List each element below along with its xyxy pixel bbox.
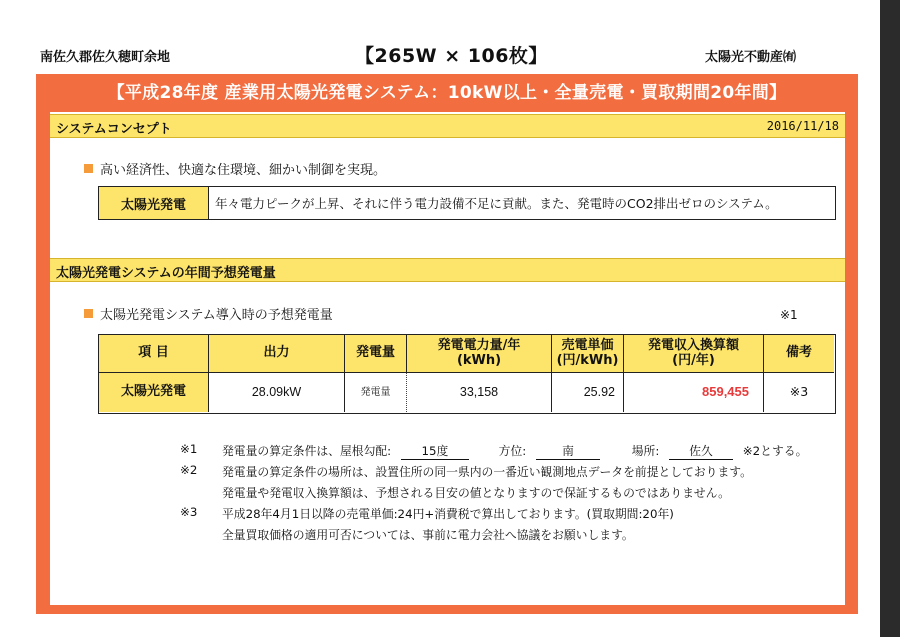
slope-value: 15度 xyxy=(401,442,469,460)
direction-value: 南 xyxy=(536,442,600,460)
section-title-annual: 太陽光発電システムの年間予想発電量 xyxy=(56,266,276,281)
banner-title: 【平成28年度 産業用太陽光発電システム：10kW以上・全量売電・買取期間20年間】 xyxy=(107,83,787,103)
footnote-body: 全量買取価格の適用可否については、事前に電力会社へ協議をお願いします。 xyxy=(222,528,634,542)
header-annual-kwh xyxy=(407,335,552,372)
square-bullet-icon xyxy=(84,309,93,318)
section-bar-concept xyxy=(50,114,845,138)
header-unit: (円/kWh) xyxy=(556,352,619,368)
footnote-mark: ※1 xyxy=(180,442,198,456)
generation-table xyxy=(98,334,836,414)
cell-item: 太陽光発電 xyxy=(99,373,209,412)
header-label: 備考 xyxy=(785,345,812,361)
header-label: 発電量 xyxy=(355,345,395,361)
footnote-mark: ※3 xyxy=(180,505,198,519)
place-label: 場所: xyxy=(631,444,660,458)
document-body xyxy=(50,112,845,605)
square-bullet-icon xyxy=(84,164,93,173)
section-title-concept: システムコンセプト xyxy=(56,122,172,137)
location-text: 南佐久郡佐久穂町余地 xyxy=(40,50,171,65)
footnote-text: 発電量の算定条件は、屋根勾配: xyxy=(222,444,392,458)
document-date: 2016/11/18 xyxy=(766,119,839,133)
header-label: 売電単価 xyxy=(561,337,614,353)
concept-label: 太陽光発電 xyxy=(99,187,209,219)
cell-annual-kwh: 33,158 xyxy=(407,373,552,412)
concept-description: 年々電力ピークが上昇、それに伴う電力設備不足に貢献。また、発電時のCO2排出ゼロのシステム。 xyxy=(215,196,778,211)
annual-bullet-text: 太陽光発電システム導入時の予想発電量 xyxy=(100,308,333,323)
spec-title: 【265W × 106枚】 xyxy=(355,45,548,67)
cell-remark: ※3 xyxy=(789,384,809,400)
header-label: 発電電力量/年 xyxy=(437,337,521,353)
cell-unit-price: 25.92 xyxy=(552,373,624,412)
concept-bullet-text: 高い経済性、快適な住環境、細かい制御を実現。 xyxy=(100,163,387,178)
footnote-body xyxy=(222,442,807,460)
concept-table xyxy=(98,186,836,220)
header-item xyxy=(99,335,209,372)
place-value: 佐久 xyxy=(669,442,733,460)
header-generation xyxy=(345,335,407,372)
document-header xyxy=(0,40,880,70)
header-income xyxy=(624,335,764,372)
header-remarks xyxy=(764,335,834,372)
header-unit: (kWh) xyxy=(456,352,502,368)
header-unit-price xyxy=(552,335,624,372)
company-name: 太陽光不動産㈲ xyxy=(705,50,797,65)
cell-generation-label: 発電量 xyxy=(345,373,407,412)
footnote-mark: ※2 xyxy=(180,463,198,477)
table-header-row xyxy=(99,335,834,373)
scan-edge-strip xyxy=(880,0,900,637)
cell-output: 28.09kW xyxy=(209,373,345,412)
footnote-body: 発電量や発電収入換算額は、予想される目安の値となりますので保証するものではありません。 xyxy=(222,486,730,500)
footnote-body: 平成28年4月1日以降の売電単価:24円+消費税で算出しております。(買取期間:20年) xyxy=(222,507,674,521)
table-row xyxy=(99,373,834,412)
footnote-suffix: ※2とする。 xyxy=(742,444,808,458)
footnote-body: 発電量の算定条件の場所は、設置住所の同一県内の一番近い観測地点データを前提としております。 xyxy=(222,465,752,479)
document-frame xyxy=(36,74,858,614)
header-label: 項 目 xyxy=(138,345,169,361)
note-reference: ※1 xyxy=(780,308,798,322)
header-output xyxy=(209,335,345,372)
direction-label: 方位: xyxy=(498,444,527,458)
cell-income: 859,455 xyxy=(624,373,764,412)
header-unit: (円/年) xyxy=(672,352,715,368)
header-label: 出力 xyxy=(263,345,290,361)
section-bar-annual xyxy=(50,258,845,282)
header-label: 発電収入換算額 xyxy=(647,337,739,353)
